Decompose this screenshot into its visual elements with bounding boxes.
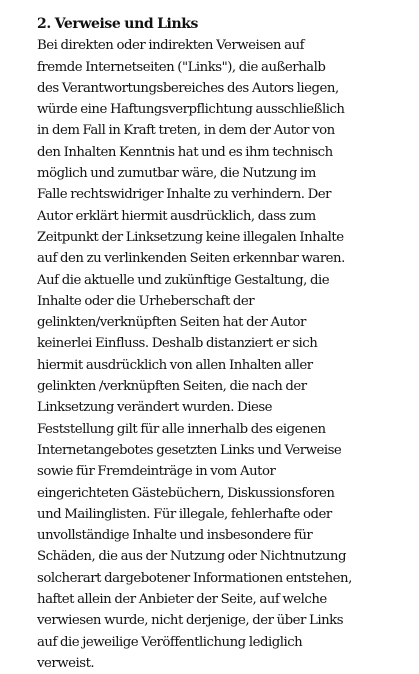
paragraph-line: haftet allein der Anbieter der Seite, auf welche [37, 592, 327, 608]
paragraph-line: keinerlei Einfluss. Deshalb distanziert er sich [37, 336, 318, 352]
paragraph-line: des Verantwortungsbereiches des Autors liegen, [37, 80, 339, 96]
paragraph-line: gelinkten/verknüpften Seiten hat der Autor [37, 315, 306, 331]
paragraph-line: eingerichteten Gästebüchern, Diskussionsforen [37, 485, 335, 501]
paragraph-line: Feststellung gilt für alle innerhalb des eigenen [37, 421, 326, 437]
paragraph-line: solcherart dargebotener Informationen entstehen, [37, 570, 352, 586]
paragraph-line: Schäden, die aus der Nutzung oder Nichtnutzung [37, 549, 346, 565]
paragraph-line: Autor erklärt hiermit ausdrücklich, dass zum [37, 208, 316, 224]
section-paragraph [37, 35, 412, 674]
section-heading: 2. Verweise und Links [37, 16, 199, 32]
paragraph-line: Inhalte oder die Urheberschaft der [37, 293, 255, 309]
paragraph-line: und Mailinglisten. Für illegale, fehlerhafte oder [37, 506, 332, 522]
paragraph-line: sowie für Fremdeinträge in vom Autor [37, 464, 276, 480]
paragraph-line: unvollständige Inhalte und insbesondere für [37, 528, 313, 544]
paragraph-line: verwiesen wurde, nicht derjenige, der über Links [37, 613, 344, 629]
paragraph-line: den Inhalten Kenntnis hat und es ihm technisch [37, 144, 333, 160]
paragraph-line: hiermit ausdrücklich von allen Inhalten aller [37, 357, 313, 373]
paragraph-line: in dem Fall in Kraft treten, in dem der Autor von [37, 123, 335, 139]
document-body [37, 14, 412, 674]
paragraph-line: auf die jeweilige Veröffentlichung lediglich [37, 634, 303, 650]
paragraph-line: Falle rechtswidriger Inhalte zu verhindern. Der [37, 187, 332, 203]
paragraph-line: fremde Internetseiten ("Links"), die außerhalb [37, 59, 326, 75]
paragraph-line: möglich und zumutbar wäre, die Nutzung im [37, 166, 316, 182]
paragraph-line: Internetangebotes gesetzten Links und Verweise [37, 442, 342, 458]
paragraph-line: Bei direkten oder indirekten Verweisen auf [37, 38, 305, 54]
paragraph-line: Linksetzung verändert wurden. Diese [37, 400, 273, 416]
paragraph-line: würde eine Haftungsverpflichtung ausschließlich [37, 102, 345, 118]
paragraph-line: Zeitpunkt der Linksetzung keine illegalen Inhalte [37, 229, 344, 245]
paragraph-line: verweist. [37, 655, 95, 671]
paragraph-line: Auf die aktuelle und zukünftige Gestaltung, die [37, 272, 330, 288]
paragraph-line: auf den zu verlinkenden Seiten erkennbar waren. [37, 251, 345, 267]
paragraph-line: gelinkten /verknüpften Seiten, die nach der [37, 379, 307, 395]
